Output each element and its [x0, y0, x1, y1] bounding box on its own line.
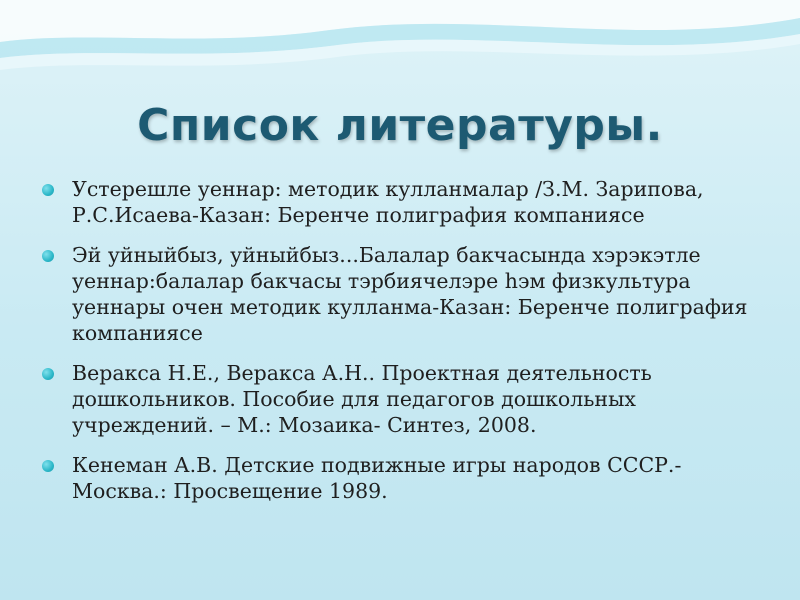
bullet-icon: [42, 460, 54, 472]
bullet-icon: [42, 368, 54, 380]
list-item: [40, 242, 760, 346]
list-item: [40, 360, 760, 438]
list-item-text: Кенеман А.В. Детские подвижные игры народов СССР.- Москва.: Просвещение 1989.: [72, 453, 682, 503]
bibliography-list: [40, 176, 760, 518]
slide-title: Список литературы.: [137, 100, 663, 151]
bullet-icon: [42, 184, 54, 196]
list-item-text: Устерешле уеннар: методик кулланмалар /З.М. Зарипова, Р.С.Исаева-Казан: Беренче полиграфия компаниясе: [72, 177, 704, 227]
list-item-text: Эй уйныйбыз, уйныйбыз...Балалар бакчасында хэрэкэтле уеннар:балалар бакчасы тэрбиячелэре һэм физкультура уеннары очен методик кулланма-Казан: Беренче полиграфия компаниясе: [72, 243, 748, 345]
wave-decoration: [0, 0, 800, 90]
bullet-icon: [42, 250, 54, 262]
list-item: [40, 176, 760, 228]
list-item: [40, 452, 760, 504]
list-item-text: Веракса Н.Е., Веракса А.Н.. Проектная деятельность дошкольников. Пособие для педагогов дошкольных учреждений. – М.: Мозаика- Синтез, 2008.: [72, 361, 652, 437]
